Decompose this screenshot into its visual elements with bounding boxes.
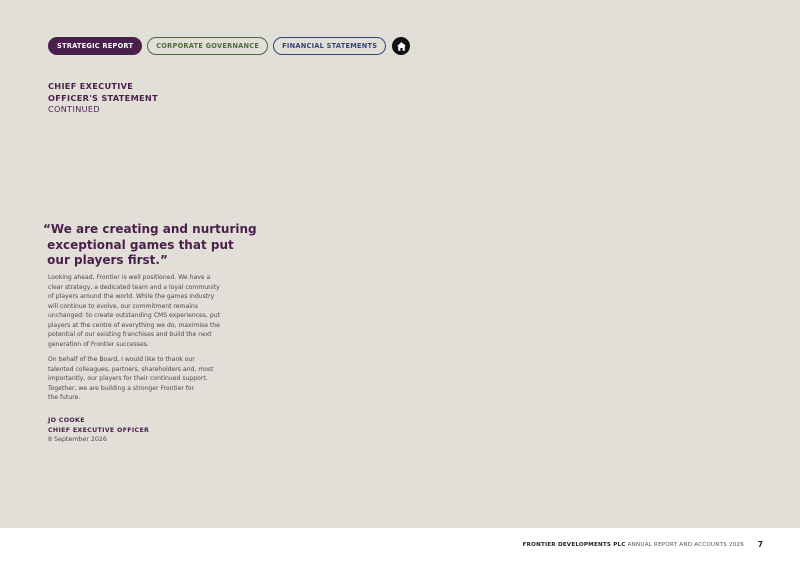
paragraph: Looking ahead, Frontier is well positioned. We have a clear strategy, a dedicated team and a loyal community of players around the world. While the games industry will continue to evolve, our commitment remains unchanged: to create outstanding CMS experiences, put players at the centre of everything we do, maximise the potential of our existing franchises and build the next generation of Frontier successes. [48,274,220,348]
footer-text [523,542,744,548]
paragraph: On behalf of the Board, I would like to thank our talented colleagues, partners, shareholders and, most importantly, our players for their continued support. Together, we are building a stronger Frontier for the future. [48,356,214,401]
tab-financial-statements[interactable]: FINANCIAL STATEMENTS [273,37,386,55]
signatory-role: CHIEF EXECUTIVE OFFICER [48,426,150,434]
section-nav [48,37,410,55]
page-number: 7 [757,540,763,549]
footer-document: ANNUAL REPORT AND ACCOUNTS 2026 [627,542,744,548]
continued-label: CONTINUED [48,104,100,114]
signature-date: 8 September 2026 [48,436,107,443]
signatory-name: JO COOKE [48,417,85,424]
section-title-line2: OFFICER'S STATEMENT [48,92,158,103]
home-button[interactable] [392,37,410,55]
body-text [48,273,224,409]
pull-quote: “We are creating and nurturing exceptional games that put our players first.” [43,222,257,267]
footer-company: FRONTIER DEVELOPMENTS PLC [522,542,626,548]
section-title-line1: CHIEF EXECUTIVE [48,81,134,91]
home-icon [396,41,407,52]
tab-strategic-report[interactable]: STRATEGIC REPORT [48,37,142,55]
signature-block [48,416,149,445]
section-heading [48,81,158,116]
tab-corporate-governance[interactable]: CORPORATE GOVERNANCE [147,37,268,55]
page-footer [0,528,800,565]
